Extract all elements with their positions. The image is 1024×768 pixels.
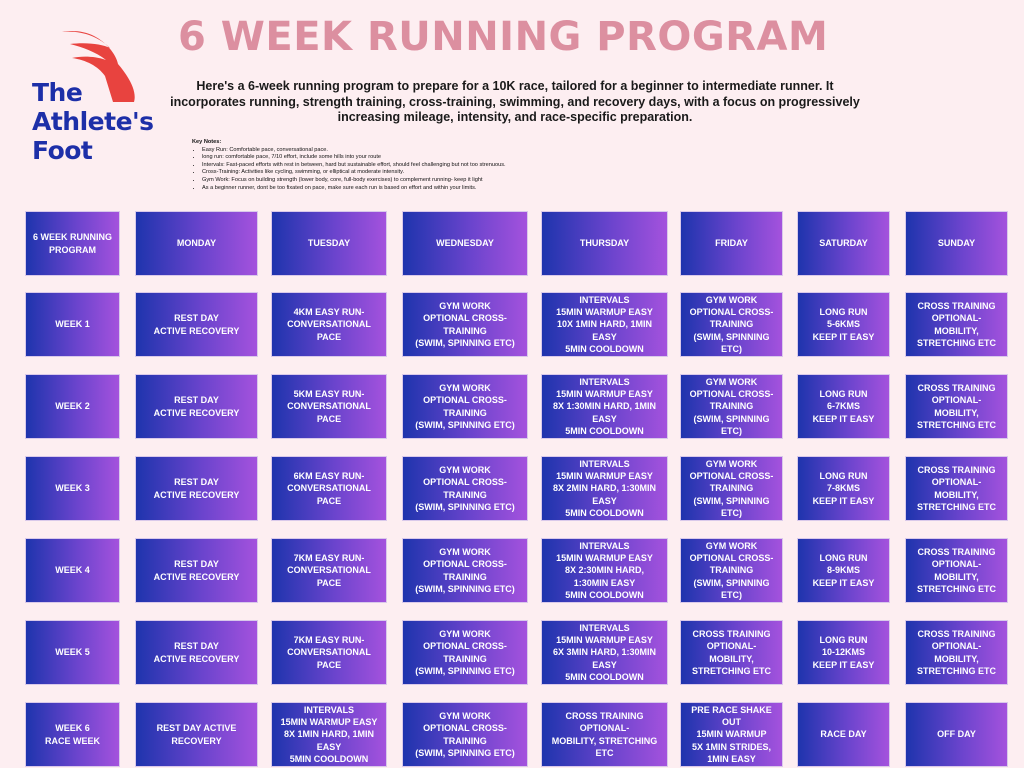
key-notes-list <box>192 147 752 193</box>
header-cell-wednesday: WEDNESDAY <box>402 211 528 276</box>
schedule-cell-tuesday: 7KM EASY RUN- CONVERSATIONAL PACE <box>271 538 387 603</box>
schedule-cell-friday: GYM WORK OPTIONAL CROSS- TRAINING (SWIM, SPINNING ETC) <box>680 292 783 357</box>
schedule-cell-friday: GYM WORK OPTIONAL CROSS- TRAINING (SWIM, SPINNING ETC) <box>680 538 783 603</box>
key-note-item: • Cross-Training: Activities like cycling, swimming, or elliptical at moderate intensity. <box>202 169 752 177</box>
schedule-cell-tuesday: 5KM EASY RUN- CONVERSATIONAL PACE <box>271 374 387 439</box>
key-notes <box>192 139 752 192</box>
key-note-item: • Easy Run: Comfortable pace, conversational pace. <box>202 147 752 155</box>
schedule-cell-wednesday: GYM WORK OPTIONAL CROSS- TRAINING (SWIM, SPINNING ETC) <box>402 620 528 685</box>
key-note-item: • Intervals: Fast-paced efforts with rest in between, hard but sustainable effort, should feel challenging but not too strenuous. <box>202 162 752 170</box>
header-cell-saturday: SATURDAY <box>797 211 890 276</box>
week-label-cell: WEEK 1 <box>25 292 120 357</box>
schedule-cell-thursday: CROSS TRAINING OPTIONAL- MOBILITY, STRETCHING ETC <box>541 702 668 767</box>
schedule-cell-tuesday: 7KM EASY RUN- CONVERSATIONAL PACE <box>271 620 387 685</box>
schedule-cell-monday: REST DAY ACTIVE RECOVERY <box>135 456 258 521</box>
schedule-cell-sunday: CROSS TRAINING OPTIONAL- MOBILITY, STRETCHING ETC <box>905 374 1008 439</box>
schedule-cell-sunday: CROSS TRAINING OPTIONAL- MOBILITY, STRETCHING ETC <box>905 538 1008 603</box>
schedule-cell-friday: CROSS TRAINING OPTIONAL- MOBILITY, STRETCHING ETC <box>680 620 783 685</box>
header-cell-tuesday: TUESDAY <box>271 211 387 276</box>
week-label-cell: WEEK 3 <box>25 456 120 521</box>
key-notes-title: Key Notes: <box>192 139 222 145</box>
header-cell-sunday: SUNDAY <box>905 211 1008 276</box>
week-label-cell: WEEK 2 <box>25 374 120 439</box>
key-note-item: • Gym Work: Focus on building strength (lower body, core, full-body exercises) to complement running- keep it light <box>202 177 752 185</box>
schedule-cell-sunday: CROSS TRAINING OPTIONAL- MOBILITY, STRETCHING ETC <box>905 620 1008 685</box>
week-label-cell: WEEK 5 <box>25 620 120 685</box>
schedule-cell-monday: REST DAY ACTIVE RECOVERY <box>135 620 258 685</box>
schedule-cell-friday: PRE RACE SHAKE OUT 15MIN WARMUP 5X 1MIN STRIDES, 1MIN EASY <box>680 702 783 767</box>
schedule-cell-thursday: INTERVALS 15MIN WARMUP EASY 8X 2:30MIN HARD, 1:30MIN EASY 5MIN COOLDOWN <box>541 538 668 603</box>
header-cell-monday: MONDAY <box>135 211 258 276</box>
key-note-item: • As a beginner runner, dont be too fixated on pace, make sure each run is based on effort and within your limits. <box>202 185 752 193</box>
page-title: 6 WEEK RUNNING PROGRAM <box>178 14 829 60</box>
schedule-cell-wednesday: GYM WORK OPTIONAL CROSS- TRAINING (SWIM, SPINNING ETC) <box>402 292 528 357</box>
schedule-cell-wednesday: GYM WORK OPTIONAL CROSS- TRAINING (SWIM, SPINNING ETC) <box>402 374 528 439</box>
schedule-cell-friday: GYM WORK OPTIONAL CROSS- TRAINING (SWIM, SPINNING ETC) <box>680 456 783 521</box>
schedule-cell-thursday: INTERVALS 15MIN WARMUP EASY 6X 3MIN HARD, 1:30MIN EASY 5MIN COOLDOWN <box>541 620 668 685</box>
header-cell-thursday: THURSDAY <box>541 211 668 276</box>
schedule-cell-thursday: INTERVALS 15MIN WARMUP EASY 8X 2MIN HARD, 1:30MIN EASY 5MIN COOLDOWN <box>541 456 668 521</box>
schedule-cell-thursday: INTERVALS 15MIN WARMUP EASY 8X 1:30MIN HARD, 1MIN EASY 5MIN COOLDOWN <box>541 374 668 439</box>
schedule-cell-saturday: LONG RUN 8-9KMS KEEP IT EASY <box>797 538 890 603</box>
schedule-cell-monday: REST DAY ACTIVE RECOVERY <box>135 702 258 767</box>
schedule-cell-tuesday: INTERVALS 15MIN WARMUP EASY 8X 1MIN HARD, 1MIN EASY 5MIN COOLDOWN <box>271 702 387 767</box>
schedule-cell-sunday: CROSS TRAINING OPTIONAL- MOBILITY, STRETCHING ETC <box>905 456 1008 521</box>
schedule-cell-thursday: INTERVALS 15MIN WARMUP EASY 10X 1MIN HARD, 1MIN EASY 5MIN COOLDOWN <box>541 292 668 357</box>
key-note-item: • long run: comfortable pace, 7/10 effort, include some hills into your route <box>202 154 752 162</box>
schedule-cell-monday: REST DAY ACTIVE RECOVERY <box>135 292 258 357</box>
schedule-cell-saturday: LONG RUN 10-12KMS KEEP IT EASY <box>797 620 890 685</box>
schedule-cell-monday: REST DAY ACTIVE RECOVERY <box>135 374 258 439</box>
schedule-cell-wednesday: GYM WORK OPTIONAL CROSS- TRAINING (SWIM, SPINNING ETC) <box>402 702 528 767</box>
header-cell-friday: FRIDAY <box>680 211 783 276</box>
schedule-cell-tuesday: 6KM EASY RUN- CONVERSATIONAL PACE <box>271 456 387 521</box>
schedule-cell-friday: GYM WORK OPTIONAL CROSS- TRAINING (SWIM, SPINNING ETC) <box>680 374 783 439</box>
intro-paragraph: Here's a 6-week running program to prepare for a 10K race, tailored for a beginner to intermediate runner. It incorporates running, strength training, cross-training, swimming, and recovery days, with a focus on progressively increasing mileage, intensity, and race-specific preparation. <box>170 79 860 124</box>
schedule-cell-saturday: LONG RUN 5-6KMS KEEP IT EASY <box>797 292 890 357</box>
schedule-cell-wednesday: GYM WORK OPTIONAL CROSS- TRAINING (SWIM, SPINNING ETC) <box>402 456 528 521</box>
schedule-cell-saturday: RACE DAY <box>797 702 890 767</box>
header-corner-cell: 6 WEEK RUNNING PROGRAM <box>25 211 120 276</box>
schedule-cell-saturday: LONG RUN 7-8KMS KEEP IT EASY <box>797 456 890 521</box>
schedule-cell-monday: REST DAY ACTIVE RECOVERY <box>135 538 258 603</box>
schedule-cell-sunday: CROSS TRAINING OPTIONAL- MOBILITY, STRETCHING ETC <box>905 292 1008 357</box>
week-label-cell: WEEK 4 <box>25 538 120 603</box>
schedule-cell-saturday: LONG RUN 6-7KMS KEEP IT EASY <box>797 374 890 439</box>
schedule-cell-sunday: OFF DAY <box>905 702 1008 767</box>
schedule-cell-tuesday: 4KM EASY RUN- CONVERSATIONAL PACE <box>271 292 387 357</box>
logo-text: The Athlete's Foot <box>32 78 154 165</box>
schedule-cell-wednesday: GYM WORK OPTIONAL CROSS- TRAINING (SWIM, SPINNING ETC) <box>402 538 528 603</box>
athletes-foot-logo <box>28 18 178 168</box>
week-label-cell: WEEK 6 RACE WEEK <box>25 702 120 767</box>
